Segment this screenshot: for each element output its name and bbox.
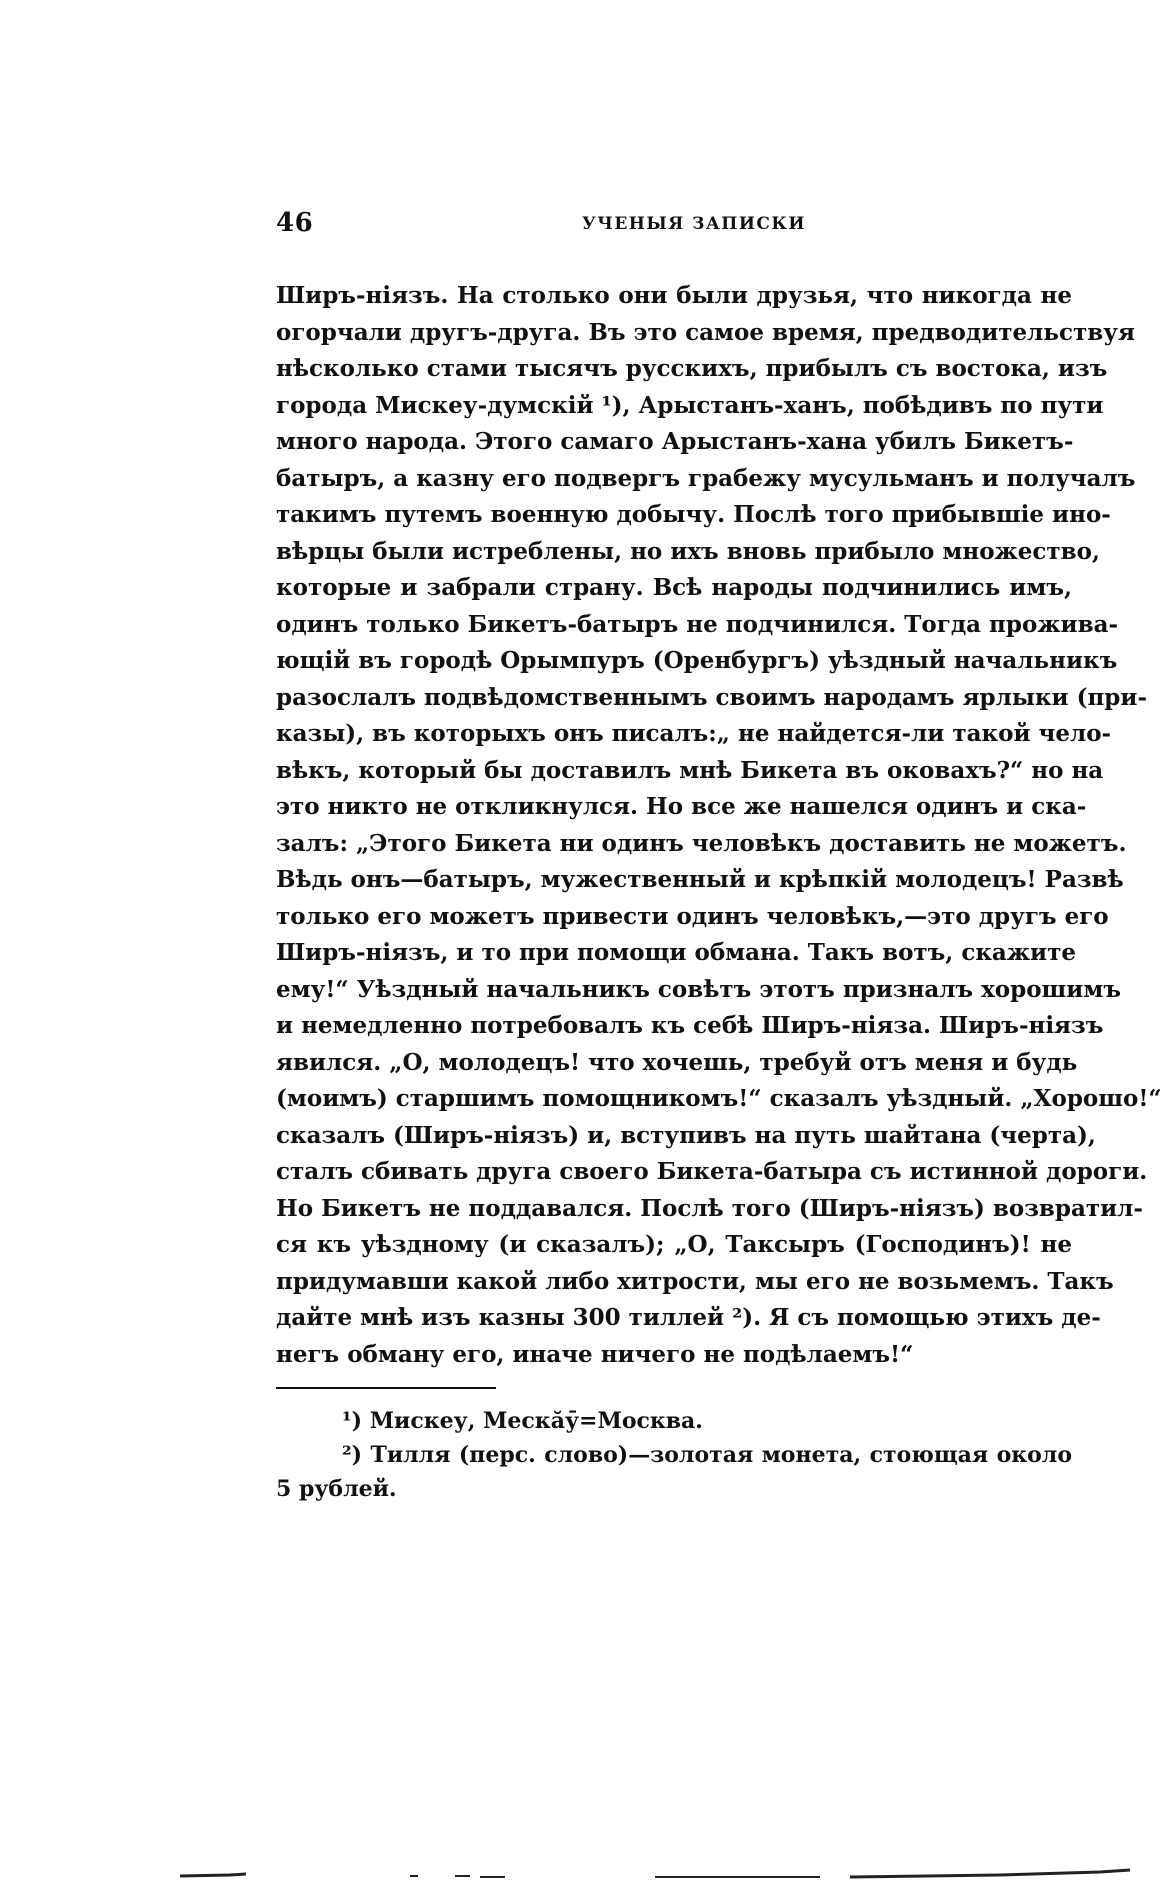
footnotes xyxy=(276,1404,1072,1506)
text-line: города Мискеу-думскій ¹), Арыстанъ-ханъ, побѣдивъ по пути xyxy=(276,391,1104,419)
scan-edge-marks xyxy=(0,1870,1140,1882)
text-line: только его можетъ привести одинъ человѣкъ,—это другъ его xyxy=(276,902,1109,930)
text-line: которые и забрали страну. Всѣ народы подчинились имъ, xyxy=(276,574,1072,601)
text-line: Ширъ-ніязъ, и то при помощи обмана. Такъ вотъ, скажите xyxy=(276,939,1077,966)
text-line: вѣрцы были истреблены, но ихъ вновь прибыло множество, xyxy=(276,537,1100,565)
text-line: огорчали другъ-друга. Въ это самое время, предводительствуя xyxy=(276,318,1135,346)
text-line: сталъ сбивать друга своего Бикета-батыра съ истинной дороги. xyxy=(276,1158,1148,1185)
text-line: ему!“ Уѣздный начальникъ совѣтъ этотъ призналъ хорошимъ xyxy=(276,975,1121,1003)
text-line: много народа. Этого самаго Арыстанъ-хана убилъ Бикетъ- xyxy=(276,428,1074,455)
text-line: Вѣдь онъ—батыръ, мужественный и крѣпкій молодецъ! Развѣ xyxy=(276,866,1124,893)
text-line: ся къ уѣздному (и сказалъ); „О, Таксыръ (Господинъ)! не xyxy=(276,1231,1072,1258)
text-line: ющій въ городѣ Орымпуръ (Оренбургъ) уѣздный начальникъ xyxy=(276,647,1118,674)
text-line: вѣкъ, который бы доставилъ мнѣ Бикета въ оковахъ?“ но на xyxy=(276,756,1104,784)
text-line: залъ: „Этого Бикета ни одинъ человѣкъ доставить не можетъ. xyxy=(276,829,1127,857)
page-header xyxy=(276,208,1076,238)
text-line: (моимъ) старшимъ помощникомъ!“ сказалъ уѣздный. „Хорошо!“ xyxy=(276,1085,1162,1112)
text-line: сказалъ (Ширъ-ніязъ) и, вступивъ на путь шайтана (черта), xyxy=(276,1121,1096,1149)
text-line: разослалъ подвѣдомственнымъ своимъ народамъ ярлыки (при- xyxy=(276,683,1147,711)
footnote-2-continuation: 5 рублей. xyxy=(276,1476,397,1502)
text-line: придумавши какой либо хитрости, мы его не возьмемъ. Такъ xyxy=(276,1267,1114,1295)
text-line: казы), въ которыхъ онъ писалъ:„ не найдется-ли такой чело- xyxy=(276,720,1112,747)
text-line: явился. „О, молодецъ! что хочешь, требуй отъ меня и будь xyxy=(276,1048,1078,1076)
main-text xyxy=(276,278,1162,1373)
footnote-1: ¹) Мискеу, Мескӑӯ=Москва. xyxy=(342,1408,703,1434)
footnote-divider xyxy=(276,1387,496,1389)
footnote-2: ²) Тилля (перс. слово)—золотая монета, стоющая около xyxy=(342,1442,1072,1468)
text-line: батыръ, а казну его подвергъ грабежу мусульманъ и получалъ xyxy=(276,464,1136,492)
text-line: негъ обману его, иначе ничего не подѣлаемъ!“ xyxy=(276,1340,914,1368)
page-number: 46 xyxy=(276,208,314,238)
running-head: УЧЕНЫЯ ЗАПИСКИ xyxy=(582,214,806,234)
text-line: такимъ путемъ военную добычу. Послѣ того прибывшіе ино- xyxy=(276,501,1111,528)
text-line: Ширъ-ніязъ. На столько они были друзья, что никогда не xyxy=(276,282,1072,309)
text-line: это никто не откликнулся. Но все же нашелся одинъ и ска- xyxy=(276,793,1087,820)
text-line: дайте мнѣ изъ казны 300 тиллей ²). Я съ помощью этихъ де- xyxy=(276,1304,1101,1331)
text-line: нѣсколько стами тысячъ русскихъ, прибылъ съ востока, изъ xyxy=(276,355,1108,382)
text-line: и немедленно потребовалъ къ себѣ Ширъ-нiяза. Ширъ-ніязъ xyxy=(276,1012,1104,1039)
text-line: одинъ только Бикетъ-батыръ не подчинился. Тогда прожива- xyxy=(276,610,1119,638)
text-line: Но Бикетъ не поддавался. Послѣ того (Ширъ-ніязъ) возвратил- xyxy=(276,1194,1143,1222)
